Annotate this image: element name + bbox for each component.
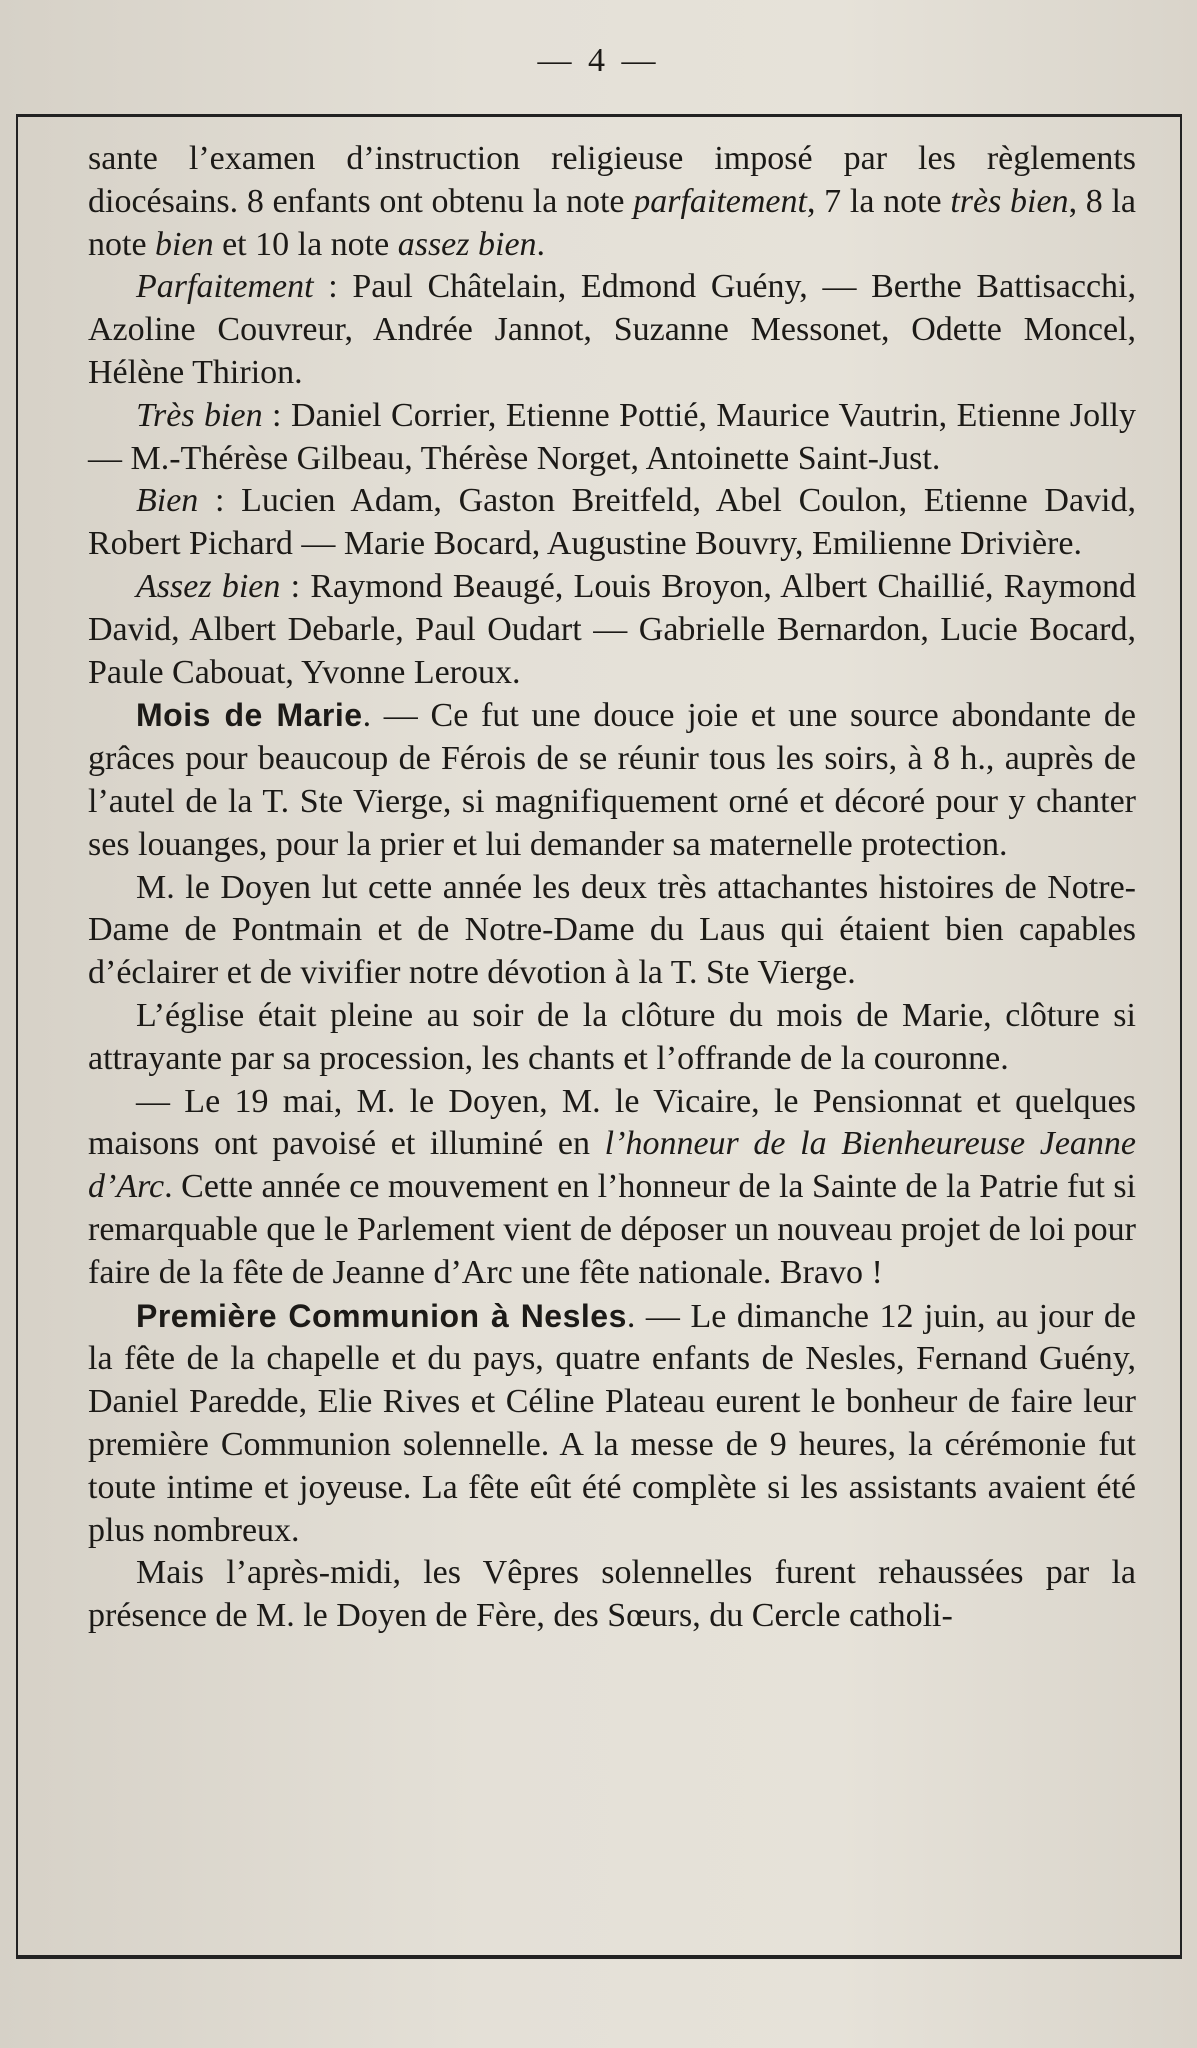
page-number: — 4 — [537,42,660,79]
text-run: et 10 la note [213,225,398,263]
grade-label: Bien [136,482,199,520]
section-heading: Première Communion à Nesles [136,1297,627,1334]
paragraph-vepres: Mais l’après-midi, les Vêpres solennelles furent rehaussées par la présence de M. le Doyen de Fère, des Sœurs, du Cercle catholi- [88,1554,1136,1635]
paragraph-jeanne-d-arc [88,1081,1136,1295]
name-list: : Paul Châtelain, Edmond Guény, — Berthe Battisacchi, Azoline Couvreur, Andrée Jannot, Suzanne Messonet, Odette Moncel, Hélène Thirion. [88,268,1136,391]
name-list: : Lucien Adam, Gaston Breitfeld, Abel Coulon, Etienne David, Robert Pichard — Marie Bocard, Augustine Bouvry, Emilienne Drivière. [88,482,1136,563]
text-run: sante l’examen d’instruction religieuse imposé par les règlements diocésains. 8 enfants ont obtenu la note [88,140,1136,220]
text-run: . [536,225,546,263]
article-body [88,138,1136,1638]
text-run: . Cette année ce mouvement en l’honneur de la Sainte de la Patrie fut si remarquable que le Parlement vient de déposer un nouveau projet de loi pour faire de la fête de Jeanne d’Arc une fête nationale. Bravo ! [88,1168,1136,1291]
italic-run: parfaitement [633,182,807,220]
paragraph-mois-de-marie [88,694,1136,866]
paragraph-bien [88,480,1136,566]
text-run: — Le 19 mai, M. le Doyen, M. le Vicaire, le Pensionnat et quelques maisons ont pavoisé et illuminé en [88,1082,1136,1163]
italic-run: l’honneur de la Bienheureuse Jeanne d’Arc [88,1125,1136,1206]
paragraph-cloture: L’église était pleine au soir de la clôture du mois de Marie, clôture si attrayante par sa procession, les chants et l’offrande de la couronne. [88,996,1136,1077]
name-list: : Raymond Beaugé, Louis Broyon, Albert Chaillié, Raymond David, Albert Debarle, Paul Oudart — Gabrielle Bernardon, Lucie Bocard, Paule Cabouat, Yvonne Leroux. [88,567,1136,691]
italic-run: assez bien [397,225,537,263]
paragraph-tres-bien [88,395,1136,481]
paragraph-premiere-communion [88,1295,1136,1553]
text-run: , 8 la note [88,182,1136,263]
paragraph-parfaitement [88,266,1136,394]
name-list: : Daniel Corrier, Etienne Pottié, Maurice Vautrin, Etienne Jolly — M.-Thérèse Gilbeau, Thérèse Norget, Antoinette Saint-Just. [88,396,1137,477]
text-run: . — Le dimanche 12 juin, au jour de la fête de la chapelle et du pays, quatre enfants de Nesles, Fernand Guény, Daniel Paredde, Elie Rives et Céline Plateau eurent le bonheur de faire leur première Communion solennelle. A la messe de 9 heures, la cérémonie fut toute intime et joyeuse. La fête eût été complète si les assistants avaient été plus nombreux. [88,1297,1136,1549]
paragraph-assez-bien [88,566,1136,694]
grade-label: Très bien [136,396,263,434]
paragraph-exam-results [88,138,1136,266]
italic-run: très bien [950,182,1069,220]
grade-label: Parfaitement [136,268,314,306]
section-heading: Mois de Marie [136,697,363,734]
text-run: , 7 la note [806,182,951,220]
italic-run: bien [155,225,214,263]
paragraph-doyen-histoires: M. le Doyen lut cette année les deux très attachantes histoires de Notre-Dame de Pontmain et de Notre-Dame du Laus qui étaient bien capables d’éclairer et de vivifier notre dévotion à la T. Ste Vierge. [88,868,1136,992]
text-run: . — Ce fut une douce joie et une source abondante de grâces pour beaucoup de Férois de se réunir tous les soirs, à 8 h., auprès de l’autel de la T. Ste Vierge, si magnifiquement orné et décoré pour y chanter ses louanges, pour la prier et lui demander sa maternelle protection. [88,697,1137,863]
grade-label: Assez bien [136,567,281,605]
